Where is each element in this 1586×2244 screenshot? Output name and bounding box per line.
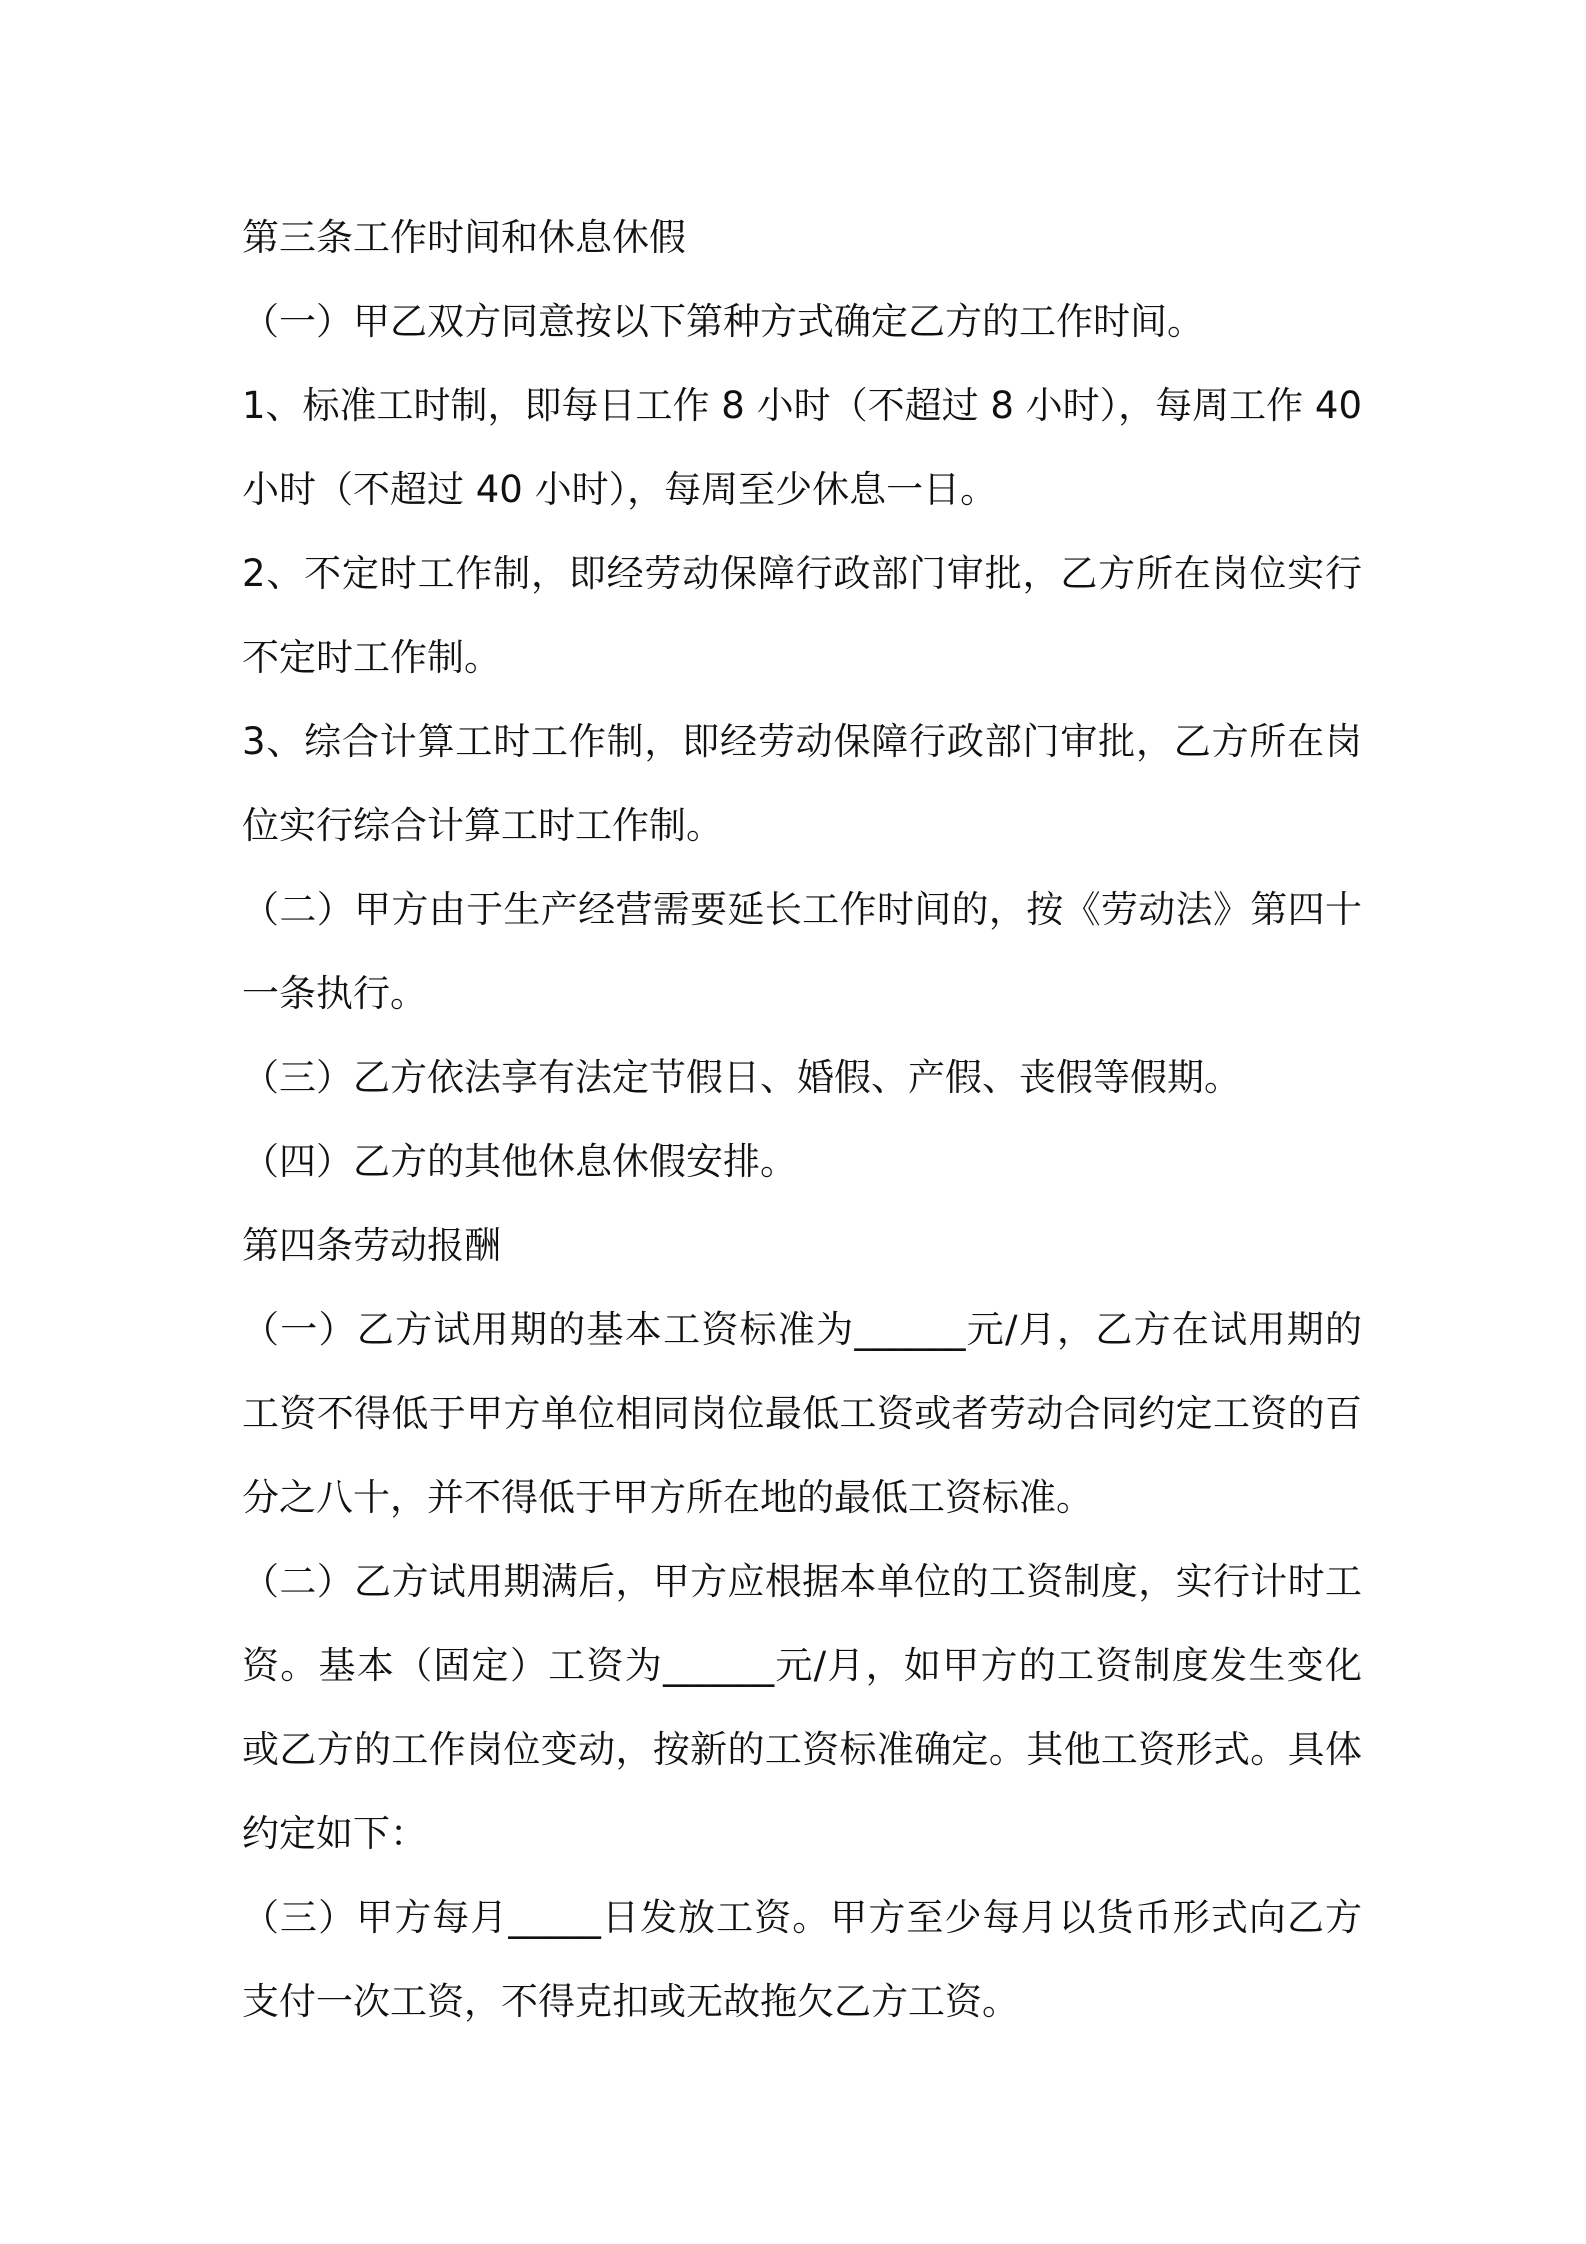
document-body [242, 196, 1362, 2044]
article-3-item-3: 3、综合计算工时工作制，即经劳动保障行政部门审批，乙方所在岗位实行综合计算工时工作制。 [242, 720, 1362, 847]
article-3-heading: 第三条工作时间和休息休假 [242, 216, 686, 259]
article-3-clause-1: （一）甲乙双方同意按以下第种方式确定乙方的工作时间。 [242, 300, 1204, 343]
article-4-heading: 第四条劳动报酬 [242, 1224, 501, 1267]
article-3-clause-2: （二）甲方由于生产经营需要延长工作时间的，按《劳动法》第四十一条执行。 [242, 888, 1362, 1015]
article-3-item-1: 1、标准工时制，即每日工作 8 小时（不超过 8 小时），每周工作 40 小时（不超过 40 小时），每周至少休息一日。 [242, 384, 1363, 511]
article-3-clause-4: （四）乙方的其他休息休假安排。 [242, 1140, 797, 1183]
article-3-item-2: 2、不定时工作制，即经劳动保障行政部门审批，乙方所在岗位实行不定时工作制。 [242, 552, 1362, 679]
article-4-clause-3: （三）甲方每月_____日发放工资。甲方至少每月以货币形式向乙方支付一次工资，不得克扣或无故拖欠乙方工资。 [242, 1896, 1362, 2023]
article-4-clause-1: （一）乙方试用期的基本工资标准为______元/月，乙方在试用期的工资不得低于甲方单位相同岗位最低工资或者劳动合同约定工资的百分之八十，并不得低于甲方所在地的最低工资标准。 [242, 1308, 1362, 1519]
article-4-clause-2: （二）乙方试用期满后，甲方应根据本单位的工资制度，实行计时工资。基本（固定）工资为______元/月，如甲方的工资制度发生变化或乙方的工作岗位变动，按新的工资标准确定。其他工资形式。具体约定如下： [242, 1560, 1362, 1855]
article-3-clause-3: （三）乙方依法享有法定节假日、婚假、产假、丧假等假期。 [242, 1056, 1241, 1099]
